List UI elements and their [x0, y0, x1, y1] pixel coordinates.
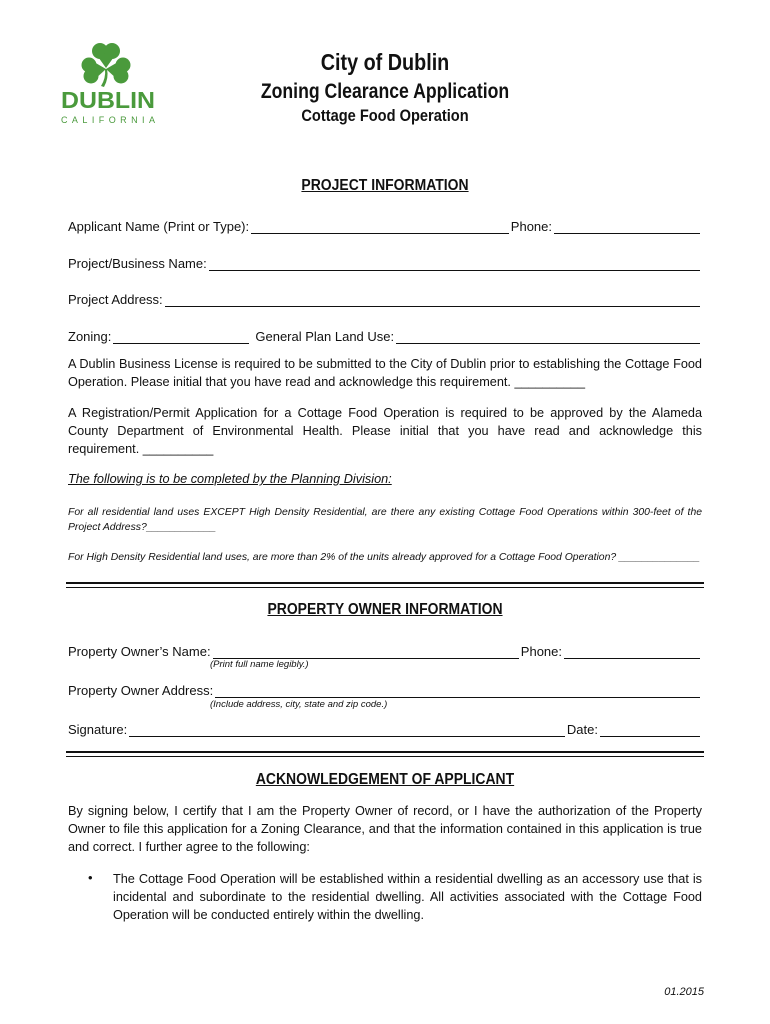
- project-address-field[interactable]: [165, 292, 700, 307]
- page-title: City of Dublin: [320, 49, 450, 75]
- property-owner-heading: PROPERTY OWNER INFORMATION: [267, 601, 503, 618]
- acknowledgement-heading: ACKNOWLEDGEMENT OF APPLICANT: [255, 771, 515, 788]
- signature-field[interactable]: [129, 722, 565, 737]
- applicant-name-label: Applicant Name (Print or Type):: [68, 219, 250, 234]
- phone-field[interactable]: [554, 219, 700, 234]
- planning-division-heading: The following is to be completed by the Planning Division:: [68, 472, 392, 486]
- planning-question-300ft: For all residential land uses EXCEPT High Density Residential, are there any existing Cottage Food Operations within 300-feet of the Project Address?____________: [68, 507, 702, 533]
- section-divider: [66, 751, 704, 753]
- signature-label: Signature:: [68, 722, 128, 737]
- applicant-name-field[interactable]: [251, 219, 509, 234]
- zoning-field[interactable]: [113, 329, 249, 344]
- bullet-icon: •: [88, 870, 93, 885]
- form-subtitle: Zoning Clearance Application: [260, 80, 510, 103]
- date-field[interactable]: [600, 722, 700, 737]
- address-row: [68, 287, 702, 307]
- owner-address-hint: (Include address, city, state and zip code.): [210, 699, 388, 710]
- owner-address-row: [68, 678, 702, 698]
- owner-phone-label: Phone:: [520, 644, 562, 659]
- acknowledgement-intro: By signing below, I certify that I am the Property Owner of record, or I have the authorization of the Property Owner to file this application for a Zoning Clearance, and that the information contained in this application is true and correct. I further agree to the following:: [68, 804, 702, 854]
- planning-question-density: For High Density Residential land uses, are more than 2% of the units already approved for a Cottage Food Operation? ______________: [68, 552, 700, 563]
- signature-row: [68, 717, 702, 737]
- section-divider: [66, 756, 704, 757]
- phone-label: Phone:: [510, 219, 552, 234]
- business-name-label: Project/Business Name:: [68, 256, 207, 271]
- project-address-label: Project Address:: [68, 292, 163, 307]
- section-divider: [66, 582, 704, 584]
- business-row: [68, 251, 702, 271]
- owner-name-label: Property Owner’s Name:: [68, 644, 211, 659]
- business-name-field[interactable]: [209, 256, 700, 271]
- owner-address-field[interactable]: [215, 683, 700, 698]
- registration-text: A Registration/Permit Application for a Cottage Food Operation is required to be approved by the Alameda County Department of Environmental Health. Please initial that you have read and acknowledge this requirement. __________: [68, 406, 702, 456]
- project-information-heading: PROJECT INFORMATION: [301, 177, 469, 194]
- svg-text:CALIFORNIA: CALIFORNIA: [61, 115, 155, 125]
- business-license-text: A Dublin Business License is required to be submitted to the City of Dublin prior to establishing the Cottage Food Operation. Please initial that you have read and acknowledge this requirement. __________: [68, 357, 702, 389]
- section-divider: [66, 587, 704, 588]
- applicant-row: [68, 214, 702, 234]
- form-type: Cottage Food Operation: [301, 106, 469, 125]
- zoning-label: Zoning:: [68, 329, 112, 344]
- general-plan-field[interactable]: [396, 329, 700, 344]
- general-plan-label: General Plan Land Use:: [255, 329, 395, 344]
- acknowledgement-item: The Cottage Food Operation will be established within a residential dwelling as an accessory use that is incidental and subordinate to the residential dwelling. All activities associated with the Cottage Food Operation will be conducted entirely within the dwelling.: [113, 872, 702, 922]
- owner-address-label: Property Owner Address:: [68, 683, 214, 698]
- date-label: Date:: [566, 722, 598, 737]
- owner-name-hint: (Print full name legibly.): [210, 659, 309, 670]
- zoning-row: [68, 324, 702, 344]
- svg-text:DUBLIN: DUBLIN: [61, 87, 155, 113]
- form-version: 01.2015: [664, 986, 704, 998]
- owner-phone-field[interactable]: [564, 644, 700, 659]
- owner-name-field[interactable]: [213, 644, 519, 659]
- owner-name-row: [68, 639, 702, 659]
